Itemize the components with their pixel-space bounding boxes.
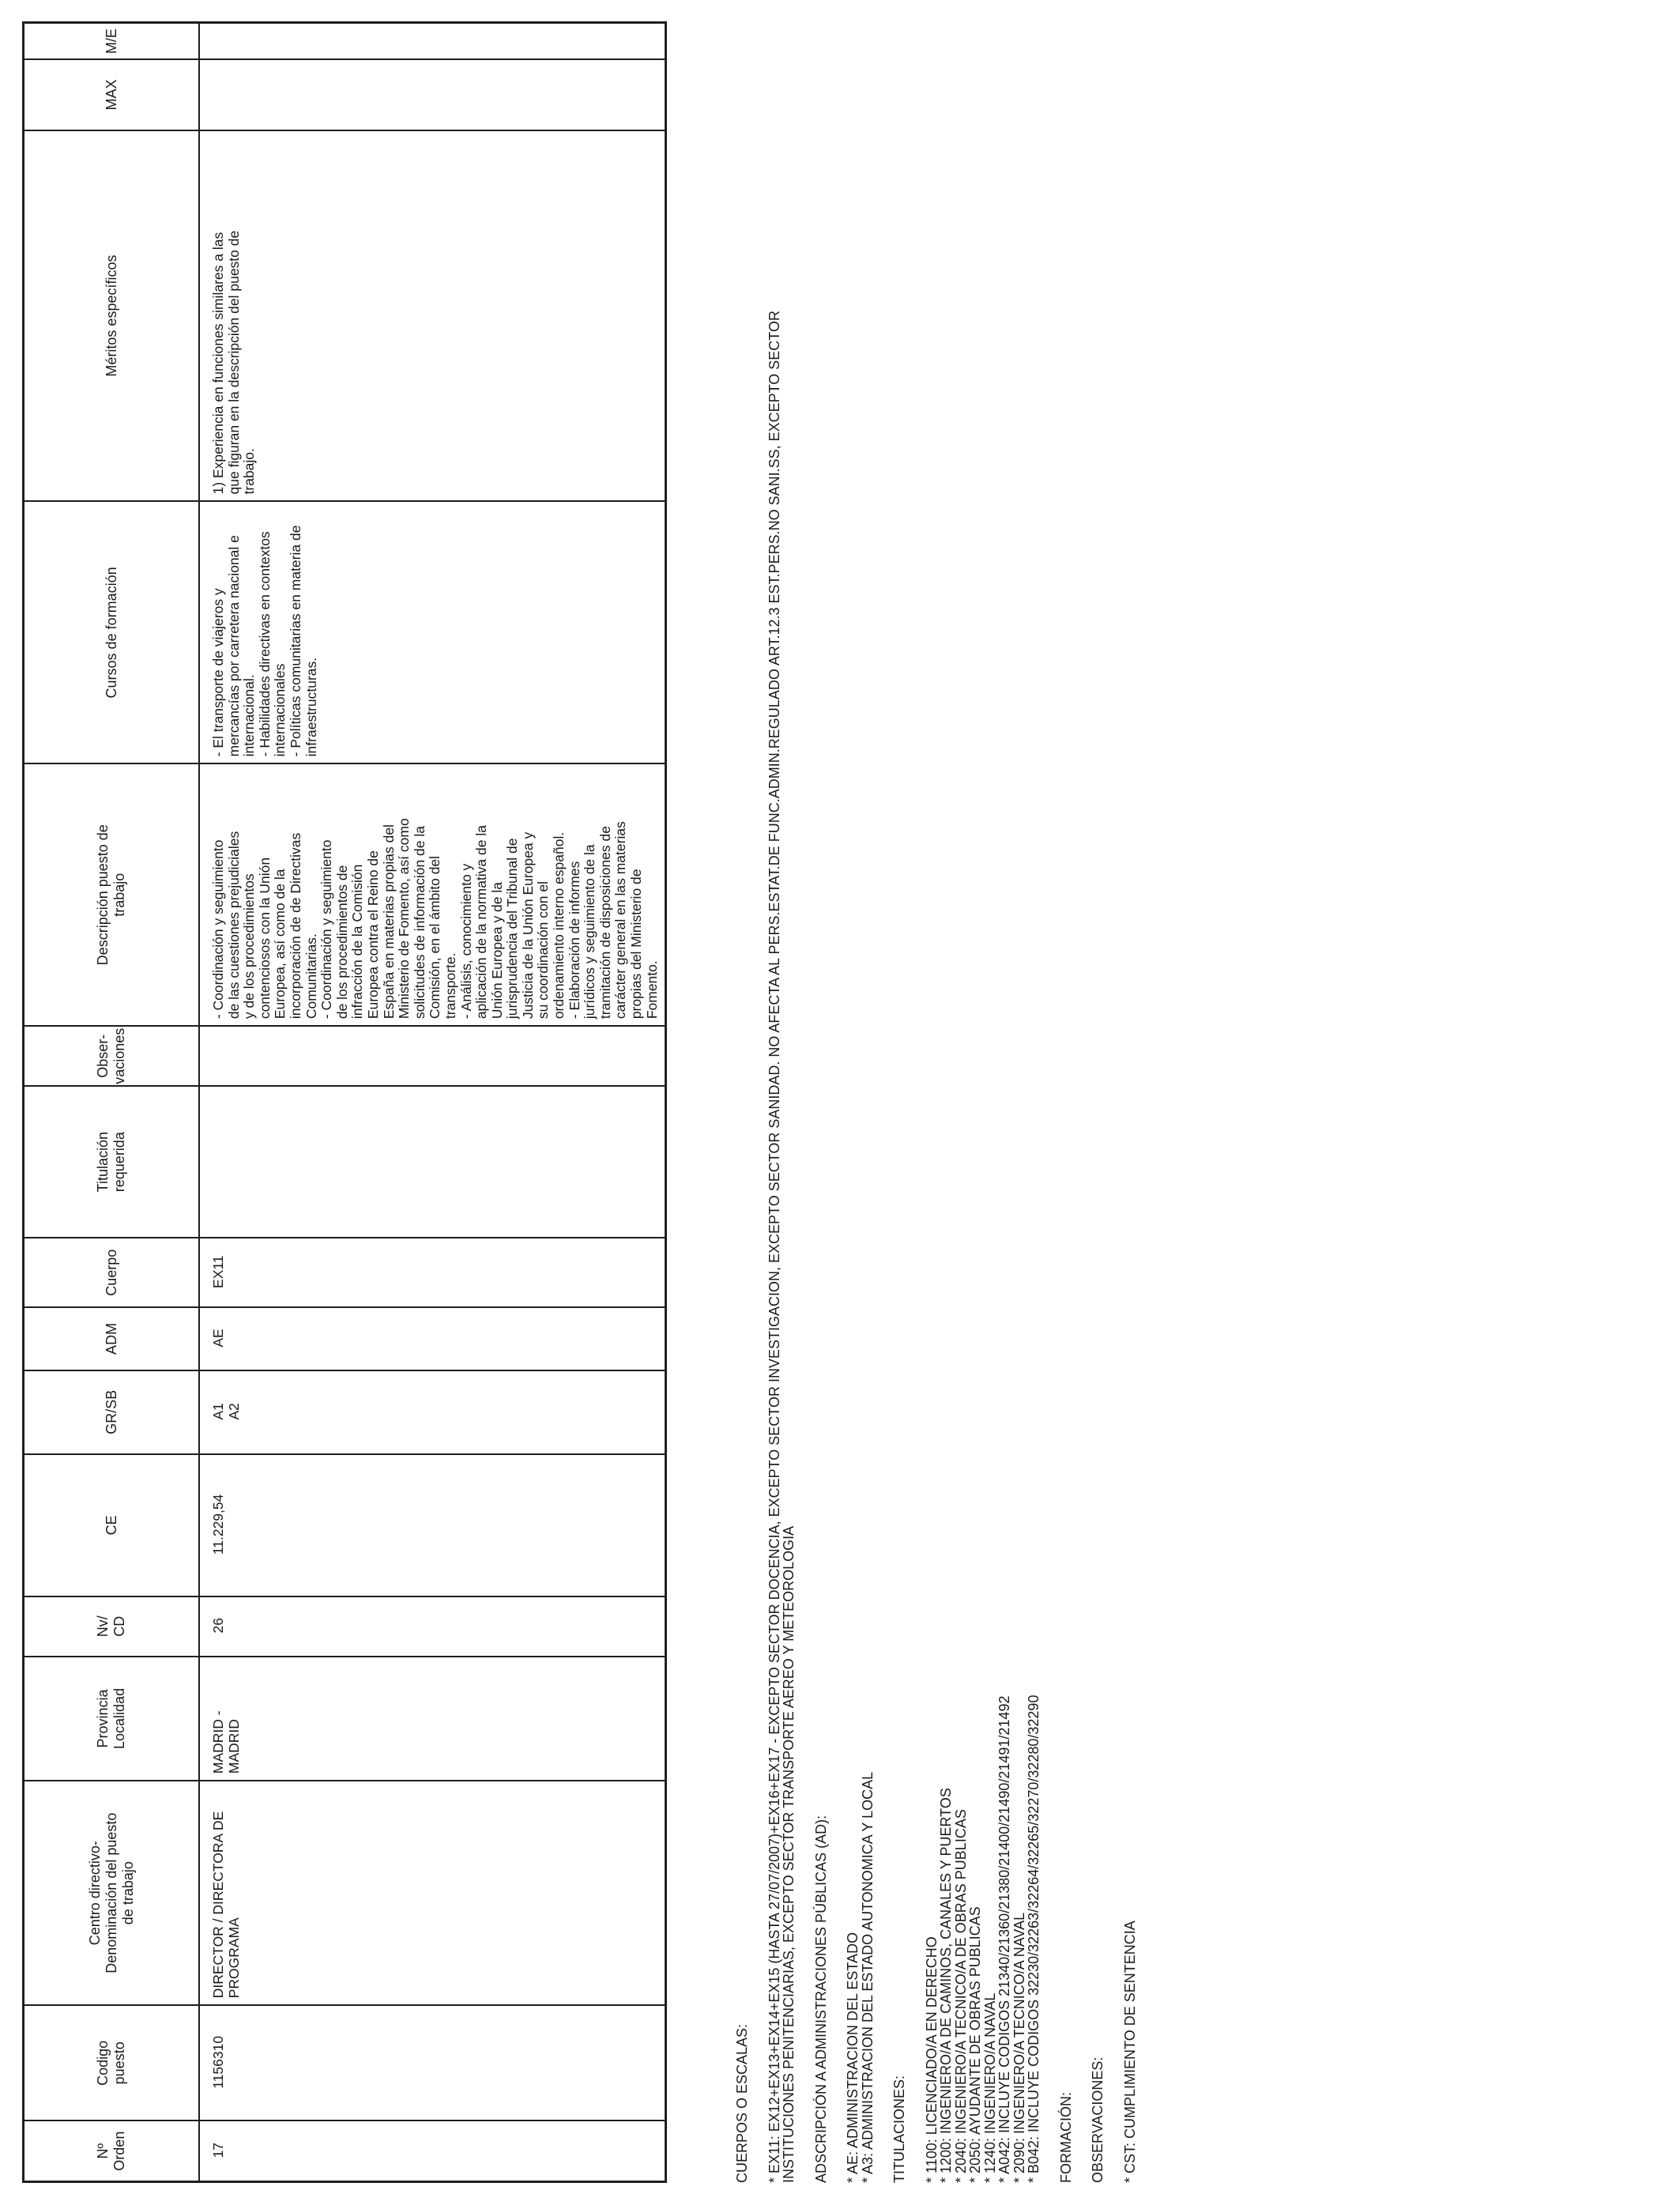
cell-me: [199, 23, 666, 60]
cuerpos-title: CUERPOS O ESCALAS:: [734, 2023, 750, 2183]
cell-descripcion: - Coordinación y seguimiento de las cuestiones prejudiciales y de los procedimientos contenciosos con la Unión Europea, así como de la incorporación de de Directivas Comunitarias. - Coordinación y seguimiento de los procedimientos de infracción de la Comisión Europea contra el Reino de España en materias propias del Ministerio de Fomento, así como solicitudes de información de la Comisión, en el ámbito del transporte. - Análisis, conocimiento y aplicación de la normativa de la Unión Europea y de la jurisprudencia del Tribunal de Justicia de la Unión Europea y su coordinación con el ordenamiento interno español. - Elaboración de informes jurídicos y seguimiento de la tramitación de disposiciones de carácter general en las materias propias del Ministerio de Fomento.: [199, 763, 666, 1026]
observaciones-title: OBSERVACIONES:: [1090, 2056, 1106, 2183]
cell-centro: DIRECTOR / DIRECTORA DE PROGRAMA: [199, 1781, 666, 2005]
cell-meritos: 1) Experiencia en funciones similares a las que figuran en la descripción del puesto de trabajo.: [199, 130, 666, 502]
table-row: [199, 23, 666, 2182]
header-meritos: Méritos específicos: [24, 130, 200, 502]
cell-max: [199, 59, 666, 130]
cell-adm: AE: [199, 1307, 666, 1370]
header-orden: Nº Orden: [24, 2120, 200, 2181]
header-ce: CE: [24, 1454, 200, 1596]
header-provincia: Provincia Localidad: [24, 1657, 200, 1781]
header-cuerpo: Cuerpo: [24, 1238, 200, 1307]
notes-section: [735, 49, 1137, 2183]
cell-titulacion: [199, 1086, 666, 1238]
cell-grsb: A1 A2: [199, 1370, 666, 1455]
header-grsb: GR/SB: [24, 1370, 200, 1455]
cell-cursos: - El transporte de viajeros y mercancías por carretera nacional e internacional. - Habilidades directivas en contextos internacionales - Políticas comunitarias en materia de infraestructuras.: [199, 501, 666, 763]
header-me: M/E: [24, 23, 200, 60]
cell-observaciones: [199, 1026, 666, 1086]
table-header-row: [24, 23, 200, 2182]
cell-codigo: 1156310: [199, 2005, 666, 2120]
cell-provincia: MADRID - MADRID: [199, 1657, 666, 1781]
header-codigo: Codigo puesto: [24, 2005, 200, 2120]
cell-orden: 17: [199, 2120, 666, 2181]
adscripcion-text: * AE: ADMINISTRACION DEL ESTADO * A3: ADMINISTRACION DEL ESTADO AUTONOMICA Y LOCAL: [845, 1771, 876, 2183]
header-observaciones: Obser- vaciones: [24, 1026, 200, 1086]
header-titulacion: Titulación requerida: [24, 1086, 200, 1238]
header-cursos: Cursos de formación: [24, 501, 200, 763]
header-adm: ADM: [24, 1307, 200, 1370]
cuerpos-text: * EX11: EX12+EX13+EX14+EX15 (HASTA 27/07/2007)+EX16+EX17 - EXCEPTO SECTOR DOCENCIA, EXCEPTO SECTOR INVESTIGACION, EXCEPTO SECTOR SANIDAD. NO AFECTA AL PERS.ESTAT.DE FUNC.ADMIN.REGULADO ART.12.3 EST.PERS.NO SANI.SS, EXCEPTO SECTOR INSTITUCIONES PENITENCIARIAS, EXCEPTO SECTOR TRANSPORTE AEREO Y METEOROLOGIA: [766, 311, 797, 2183]
adscripcion-title: ADSCRIPCIÓN A ADMINISTRACIONES PÚBLICAS (AD):: [812, 1815, 829, 2183]
header-nivel: Nv/ CD: [24, 1596, 200, 1657]
cell-ce: 11.229,54: [199, 1454, 666, 1596]
header-max: MAX: [24, 59, 200, 130]
observaciones-text: * CST: CUMPLIMIENTO DE SENTENCIA: [1121, 1921, 1138, 2183]
header-centro: Centro directivo- Denominación del puesto de trabajo: [24, 1781, 200, 2005]
cell-nivel: 26: [199, 1596, 666, 1657]
header-descripcion: Descripción puesto de trabajo: [24, 763, 200, 1026]
cell-cuerpo: EX11: [199, 1238, 666, 1307]
titulaciones-text: * 1100: LICENCIADO/A EN DERECHO * 1200: INGENIERO/A DE CAMINOS, CANALES Y PUERTOS * 2040: INGENIERO/A TECNICO/A DE OBRAS PUBLICAS * 2050: AYUDANTE DE OBRAS PUBLICAS * 1240: INGENIERO/A NAVAL * A042: INCLUYE CODIGOS 21340/21360/21380/21400/21490/21491/21492 * 2090: INGENIERO/A TECNICO/A NAVAL * B042: INCLUYE CODIGOS 32230/32263/32264/32265/32270/32280/32290: [923, 1695, 1042, 2183]
job-positions-table: [22, 21, 667, 2183]
formacion-title: FORMACIÓN:: [1057, 2092, 1074, 2183]
titulaciones-title: TITULACIONES:: [891, 2075, 907, 2183]
